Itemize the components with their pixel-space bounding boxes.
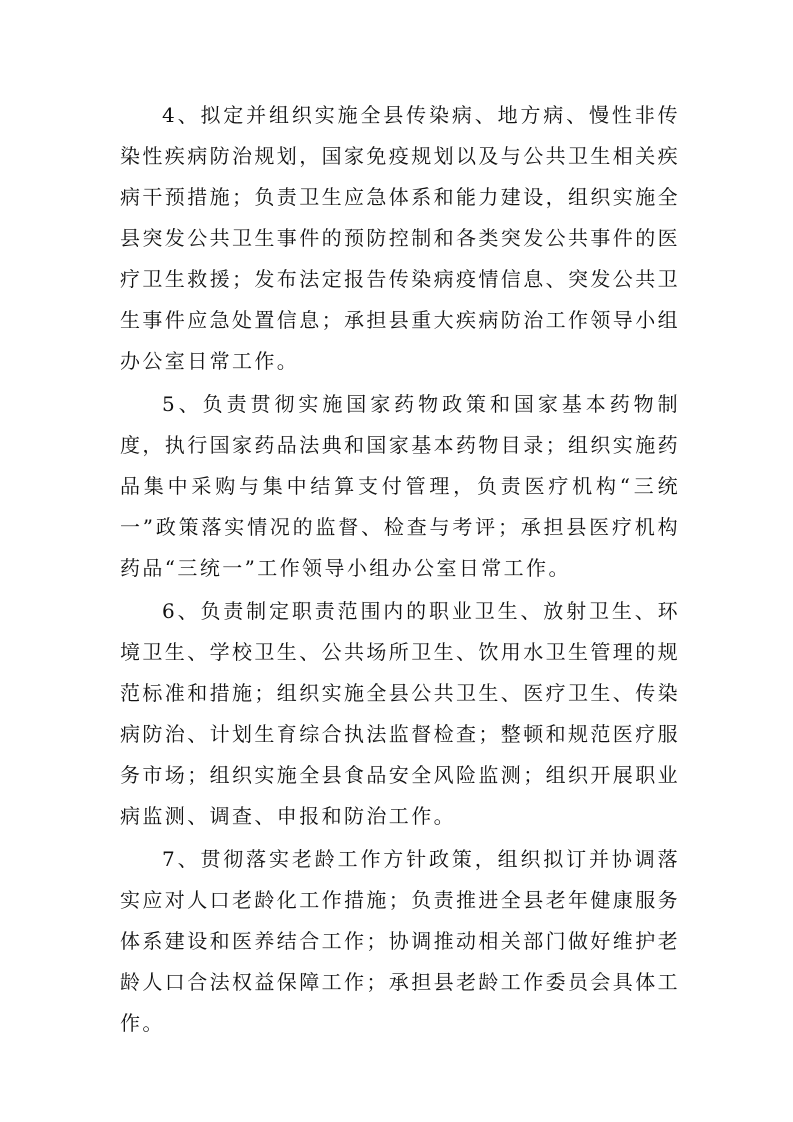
- document-body: [120, 95, 680, 1044]
- paragraph-item-6: 6、负责制定职责范围内的职业卫生、放射卫生、环境卫生、学校卫生、公共场所卫生、饮用水卫生管理的规范标准和措施；组织实施全县公共卫生、医疗卫生、传染病防治、计划生育综合执法监督检查；整顿和规范医疗服务市场；组织实施全县食品安全风险监测；组织开展职业病监测、调查、申报和防治工作。: [120, 599, 680, 828]
- paragraph-item-5: 5、负责贯彻实施国家药物政策和国家基本药物制度，执行国家药品法典和国家基本药物目录；组织实施药品集中采购与集中结算支付管理，负责医疗机构“三统一”政策落实情况的监督、检查与考评；承担县医疗机构药品“三统一”工作领导小组办公室日常工作。: [120, 392, 680, 580]
- paragraph-item-4: 4、拟定并组织实施全县传染病、地方病、慢性非传染性疾病防治规划，国家免疫规划以及与公共卫生相关疾病干预措施；负责卫生应急体系和能力建设，组织实施全县突发公共卫生事件的预防控制和各类突发公共事件的医疗卫生救援；发布法定报告传染病疫情信息、突发公共卫生事件应急处置信息；承担县重大疾病防治工作领导小组办公室日常工作。: [120, 103, 680, 373]
- paragraph-item-7: 7、贯彻落实老龄工作方针政策，组织拟订并协调落实应对人口老龄化工作措施；负责推进全县老年健康服务体系建设和医养结合工作；协调推动相关部门做好维护老龄人口合法权益保障工作；承担县老龄工作委员会具体工作。: [120, 847, 680, 1035]
